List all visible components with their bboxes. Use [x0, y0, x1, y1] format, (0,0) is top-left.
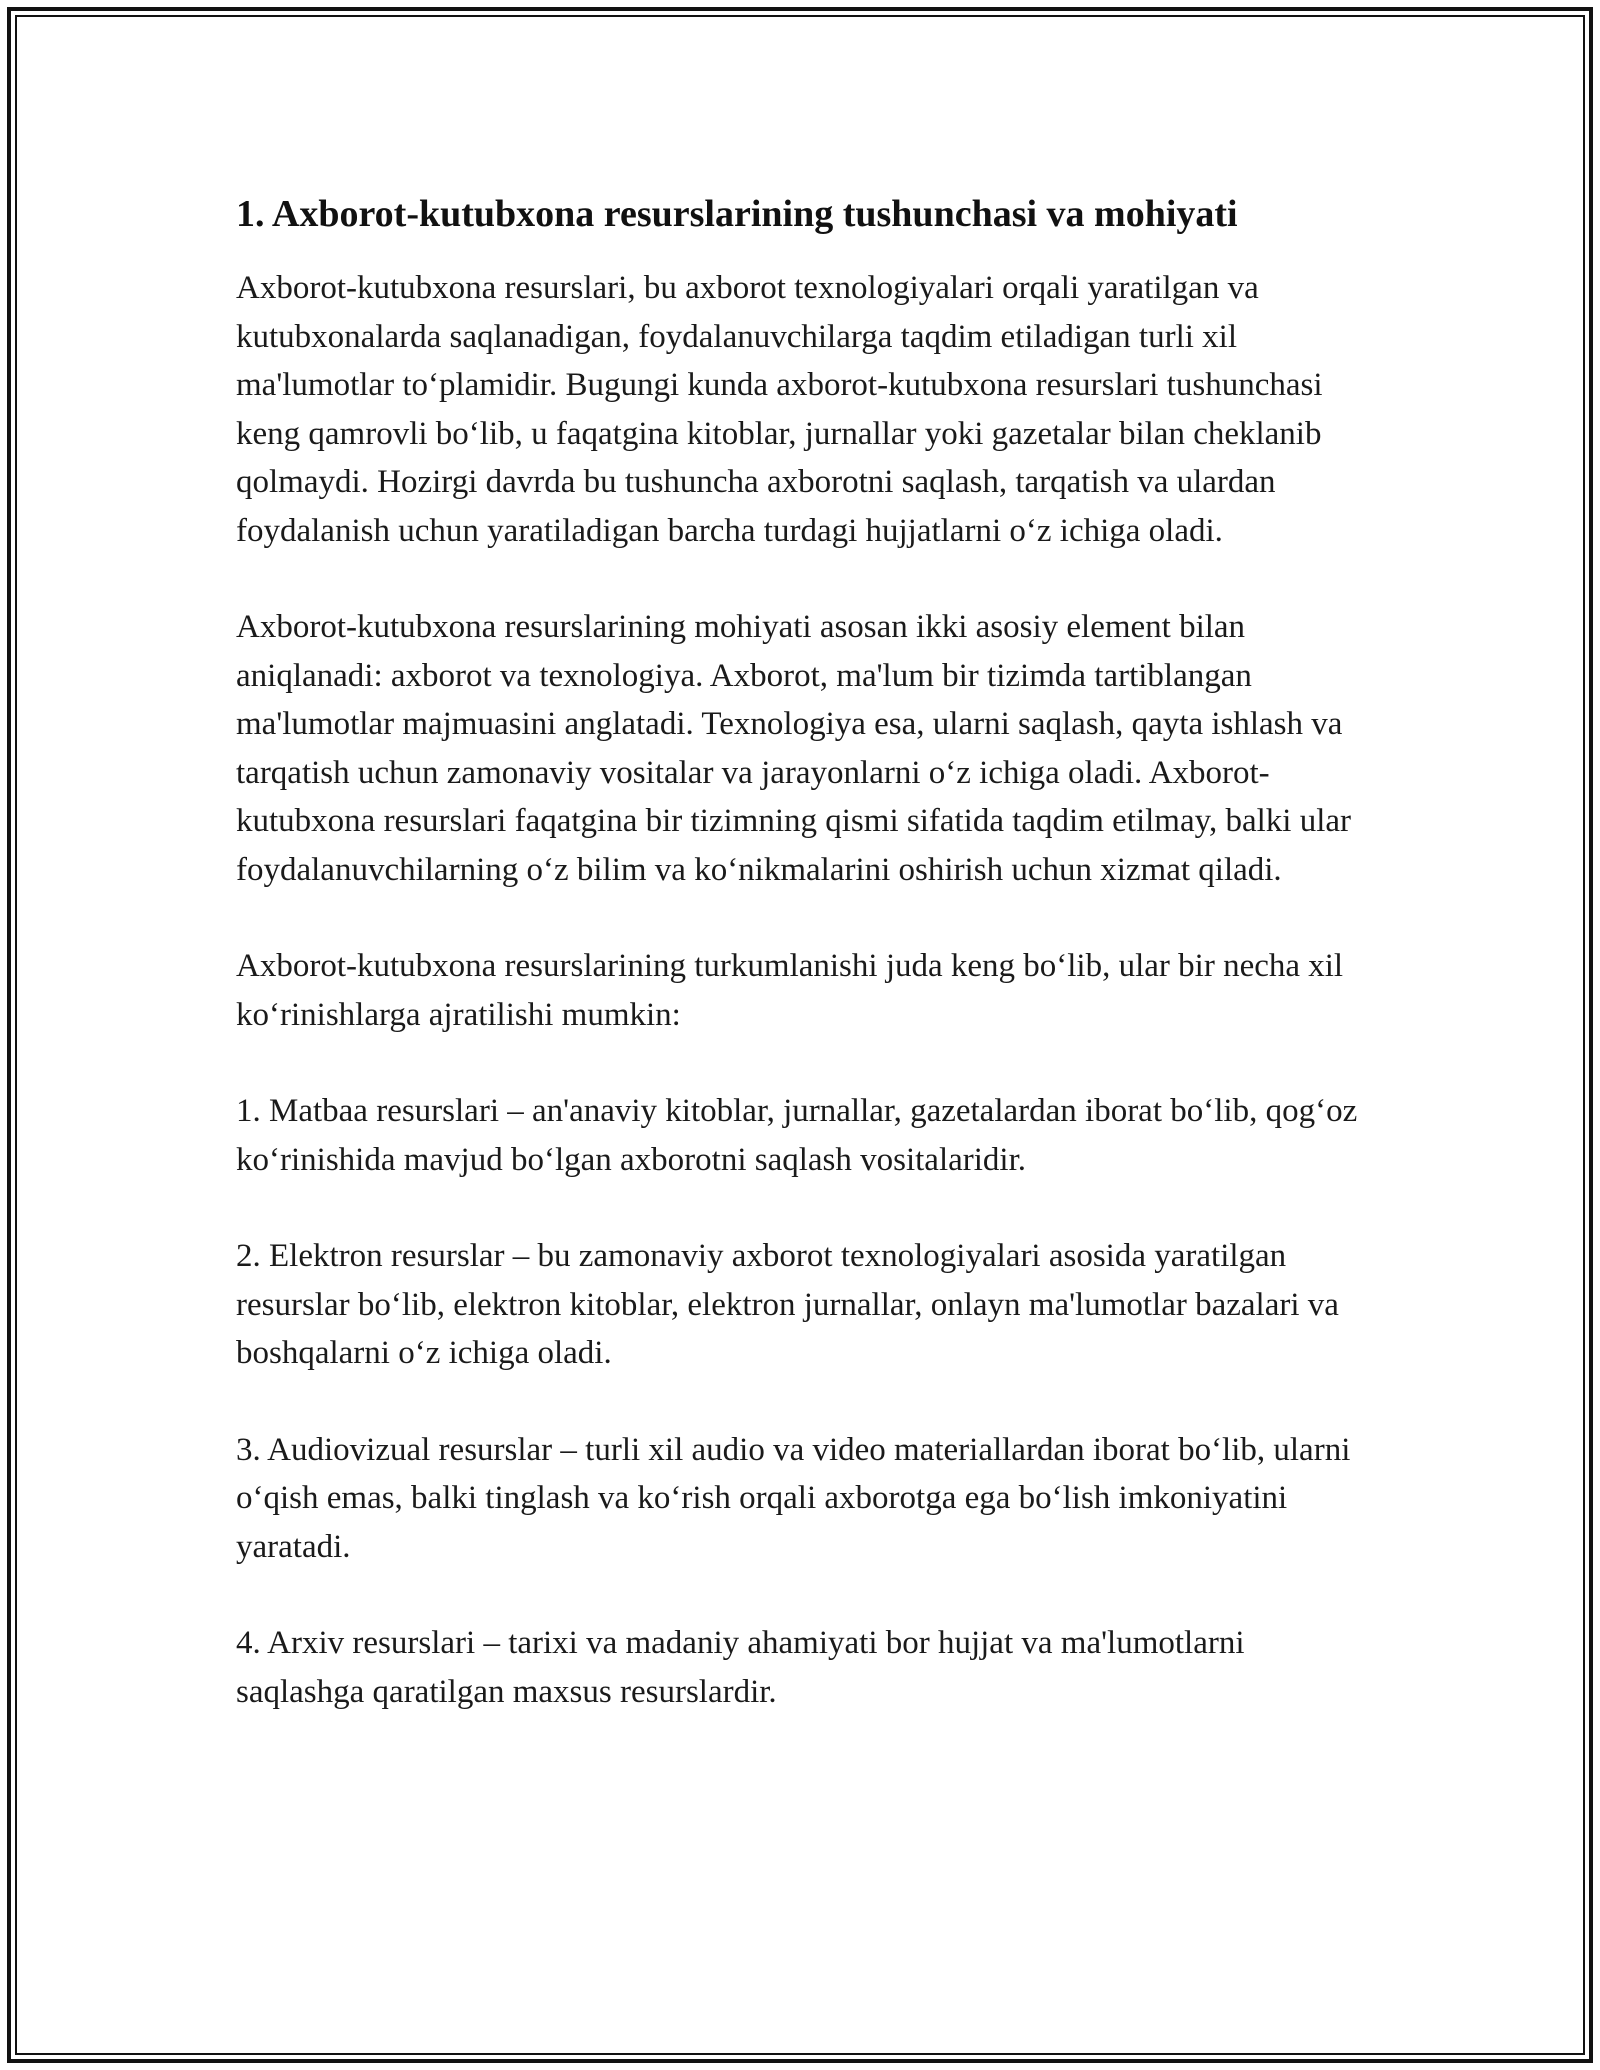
list-item-audiovisual-resources: 3. Audiovizual resurslar – turli xil audio va video materiallardan iborat bo‘lib, ularni o‘qish emas, balki tinglash va ko‘rish orqali axborotga ega bo‘lish imkoniyatini yaratadi.: [236, 1431, 1351, 1565]
paragraph-definition: Axborot-kutubxona resurslari, bu axborot texnologiyalari orqali yaratilgan va kutubxonalarda saqlanadigan, foydalanuvchilarga taqdim etiladigan turli xil ma'lumotlar to‘plamidir. Bugungi kunda axborot-kutubxona resurslari tushunchasi keng qamrovli bo‘lib, u faqatgina kitoblar, jurnallar yoki gazetalar bilan cheklanib qolmaydi. Hozirgi davrda bu tushuncha axborotni saqlash, tarqatish va ulardan foydalanish uchun yaratiladigan barcha turdagi hujjatlarni o‘z ichiga oladi.: [236, 270, 1323, 549]
list-item-print-resources: 1. Matbaa resurslari – an'anaviy kitoblar, jurnallar, gazetalardan iborat bo‘lib, qog‘oz ko‘rinishida mavjud bo‘lgan axborotni saqlash vositalaridir.: [236, 1093, 1358, 1178]
paragraph-essence: Axborot-kutubxona resurslarining mohiyati asosan ikki asosiy element bilan aniqlanadi: axborot va texnologiya. Axborot, ma'lum bir tizimda tartiblangan ma'lumotlar majmuasini anglatadi. Texnologiya esa, ularni saqlash, qayta ishlash va tarqatish uchun zamonaviy vositalar va jarayonlarni o‘z ichiga oladi. Axborot-kutubxona resurslari faqatgina bir tizimning qismi sifatida taqdim etilmay, balki ular foydalanuvchilarning o‘z bilim va ko‘nikmalarini oshirish uchun xizmat qiladi.: [236, 609, 1352, 888]
list-item-electronic-resources: 2. Elektron resurslar – bu zamonaviy axborot texnologiyalari asosida yaratilgan resurslar bo‘lib, elektron kitoblar, elektron jurnallar, onlayn ma'lumotlar bazalari va boshqalarni o‘z ichiga oladi.: [236, 1238, 1339, 1371]
list-item-archive-resources: 4. Arxiv resurslari – tarixi va madaniy ahamiyati bor hujjat va ma'lumotlarni saqlashga qaratilgan maxsus resurslardir.: [236, 1625, 1245, 1710]
paragraph-classification-intro: Axborot-kutubxona resurslarining turkumlanishi juda keng bo‘lib, ular bir necha xil ko‘rinishlarga ajratilishi mumkin:: [236, 948, 1344, 1033]
section-heading: 1. Axborot-kutubxona resurslarining tushunchasi va mohiyati: [236, 193, 1238, 235]
document-body: [236, 186, 1376, 1716]
